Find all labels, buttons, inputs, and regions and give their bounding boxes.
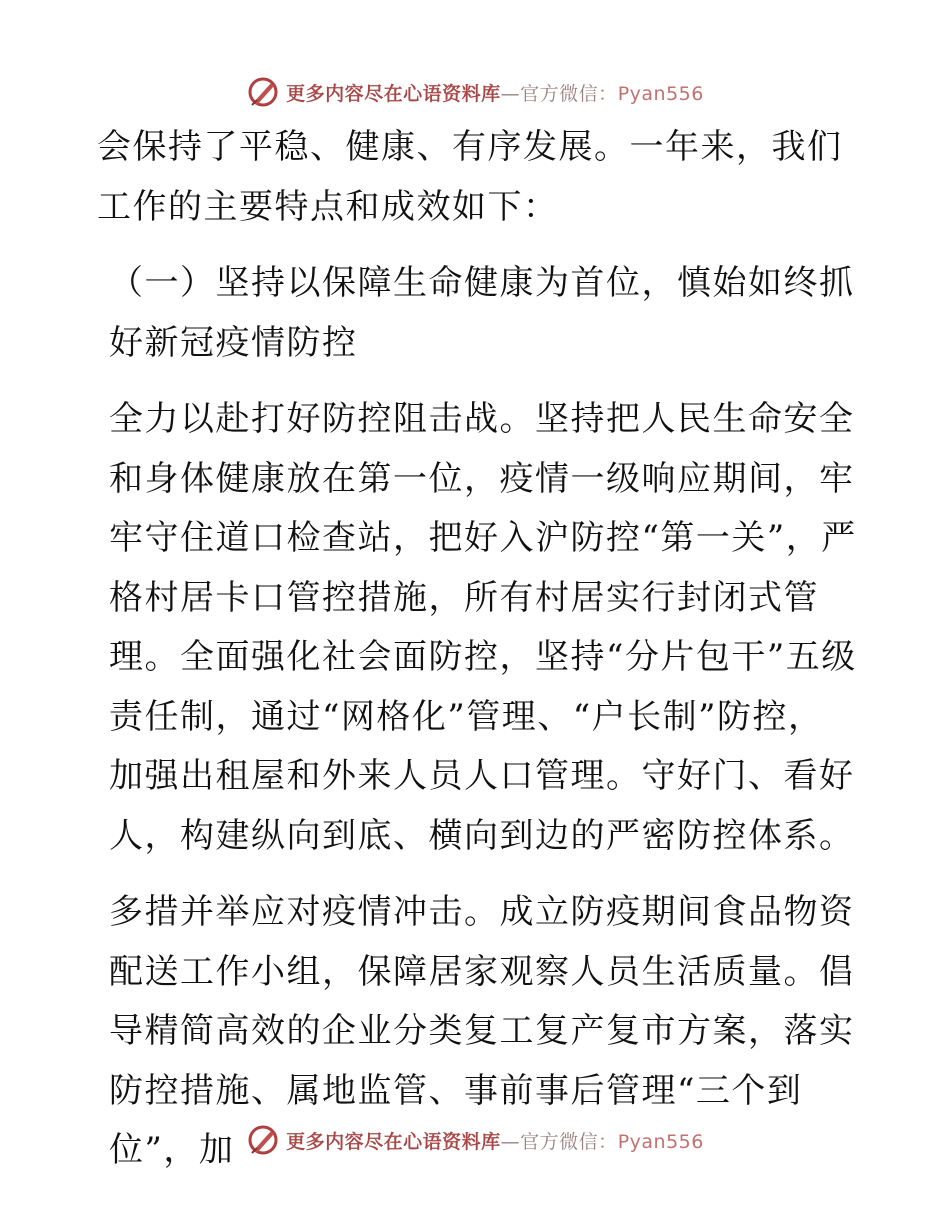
paragraph-continuation: 会保持了平稳、健康、有序发展。一年来，我们工作的主要特点和成效如下： <box>97 127 843 227</box>
watermark-text <box>286 1127 704 1154</box>
watermark-main: 更多内容尽在心语资料库 <box>286 82 501 105</box>
header-watermark <box>0 72 950 112</box>
document-body <box>97 118 857 1181</box>
quill-seal-logo-icon <box>246 75 280 109</box>
watermark-sub: 官方微信： <box>520 1130 618 1153</box>
watermark-sub: 官方微信： <box>520 82 618 105</box>
watermark-id: Pyan556 <box>617 82 704 105</box>
watermark-dash: — <box>500 1130 521 1153</box>
footer-watermark <box>0 1120 950 1160</box>
paragraph-prevention: 全力以赴打好防控阻击战。坚持把人民生命安全和身体健康放在第一位，疫情一级响应期间，牢牢守住道口检查站，把好入沪防控“第一关”，严格村居卡口管控措施，所有村居实行封闭式管理。全面强化社会面防控，坚持“分片包干”五级责任制，通过“网格化”管理、“户长制”防控，加强出租屋和外来人员人口管理。守好门、看好人，构建纵向到底、横向到边的严密防控体系。 <box>109 399 857 856</box>
paragraph-response: 多措并举应对疫情冲击。成立防疫期间食品物资配送工作小组，保障居家观察人员生活质量。倡导精简高效的企业分类复工复产复市方案，落实防控措施、属地监管、事前事后管理“三个到位”，加 <box>109 892 855 1170</box>
watermark-id: Pyan556 <box>617 1130 704 1153</box>
watermark-dash: — <box>500 82 521 105</box>
watermark-main: 更多内容尽在心语资料库 <box>286 1130 501 1153</box>
watermark-text <box>286 79 704 106</box>
section-heading: （一）坚持以保障生命健康为首位，慎始如终抓好新冠疫情防控 <box>109 263 855 363</box>
quill-seal-logo-icon <box>246 1123 280 1157</box>
